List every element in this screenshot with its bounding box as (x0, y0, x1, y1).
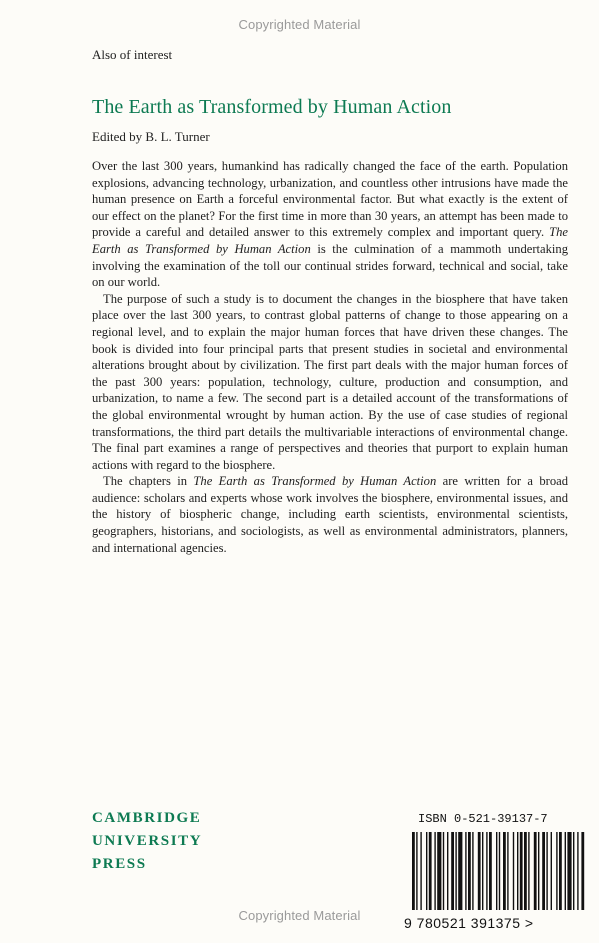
barcode-bar (451, 832, 454, 910)
book-title: The Earth as Transformed by Human Action (92, 96, 452, 118)
barcode-bar (573, 832, 574, 910)
barcode-bar (546, 832, 547, 910)
barcode-bar (528, 832, 529, 910)
publisher-logo (92, 807, 202, 876)
isbn-number: ISBN 0-521-39137-7 (418, 812, 548, 826)
barcode-bar (581, 832, 584, 910)
barcode-bar (478, 832, 481, 910)
barcode-bar (468, 832, 471, 910)
barcode-bar (517, 832, 518, 910)
barcode-bar (551, 832, 552, 910)
barcode-bar (556, 832, 557, 910)
barcode-bar (542, 832, 545, 910)
barcode-bar (426, 832, 427, 910)
barcode-bar (458, 832, 462, 910)
barcode-bar (503, 832, 506, 910)
description-paragraph-1: Over the last 300 years, humankind has radically changed the face of the earth. Population explosions, advancing technology, urbanization, and countless other intrusions have made the human presence on Earth a forceful environmental factor. But what exactly is the extent of our effect on the planet? For the first time in more than 30 years, an attempt has been made to provide a careful and detailed answer to this extremely complex and important query. The Earth as Transformed by Human Action is the culmination of a mammoth undertaking involving the examination of the toll our continual strides forward, technical and social, take on our world. (92, 159, 568, 290)
barcode-bar (412, 832, 415, 910)
barcode-bar (520, 832, 523, 910)
barcode-bar (538, 832, 539, 910)
barcode-bar (482, 832, 483, 910)
barcode-bar (416, 832, 417, 910)
barcode-bar (447, 832, 448, 910)
barcode-bar (455, 832, 456, 910)
barcode-bar (443, 832, 444, 910)
barcode-bar (513, 832, 514, 910)
barcode-bars (404, 830, 594, 912)
barcode-bar (429, 832, 432, 910)
copyright-watermark-bottom: Copyrighted Material (238, 908, 361, 923)
publisher-line: CAMBRIDGE (92, 810, 202, 826)
description-text (92, 158, 568, 556)
barcode-bar (472, 832, 473, 910)
publisher-line: UNIVERSITY (92, 833, 203, 849)
barcode-bar (559, 832, 562, 910)
barcode-bar (524, 832, 527, 910)
barcode-digits: 9 780521 391375 > (404, 915, 534, 931)
barcode-bar (486, 832, 487, 910)
barcode-bar (565, 832, 566, 910)
barcode-bar (507, 832, 508, 910)
description-paragraph-2: The purpose of such a study is to document the changes in the biosphere that have taken place over the last 300 years, to contrast global patterns of change to those appearing on a regional level, and to explain the major human forces that have driven these changes. The book is divided into four principal parts that present studies in societal and environmental alterations brought about by civilization. The first part deals with the major human forces of the past 300 years: population, technology, culture, production and consumption, and urbanization, to name a few. The second part is a detailed account of the transformations of the global environmental wrought by human action. By the use of case studies of regional transformations, the third part details the multivariable interactions of environmental change. The final part examines a range of perspectives and theories that purport to explain human actions with regard to the biosphere. (92, 291, 568, 472)
barcode-bar (420, 832, 421, 910)
barcode-bar (496, 832, 497, 910)
barcode-bar (465, 832, 466, 910)
copyright-watermark-top: Copyrighted Material (238, 17, 361, 32)
barcode-bar (437, 832, 441, 910)
barcode-bar (434, 832, 435, 910)
barcode-bar (577, 832, 578, 910)
barcode-bar (489, 832, 492, 910)
barcode-bar (499, 832, 500, 910)
publisher-line: PRESS (92, 856, 147, 872)
book-title-italic: The Earth as Transformed by Human Action (193, 474, 437, 489)
also-of-interest-label: Also of interest (92, 47, 173, 62)
barcode-bar (534, 832, 537, 910)
description-paragraph-3: The chapters in The Earth as Transformed by Human Action are written for a broad audience: scholars and experts whose work involves the biosphere, environmental issues, and the history of biospheric change, including earth scientists, environmental scientists, geographers, historians, and sociologists, as well as environmental administrators, planners, and international agencies. (92, 474, 569, 555)
book-title-italic: The Earth as Transformed by Human Action (92, 225, 568, 256)
barcode-bar (567, 832, 571, 910)
book-editor: Edited by B. L. Turner (92, 129, 210, 144)
